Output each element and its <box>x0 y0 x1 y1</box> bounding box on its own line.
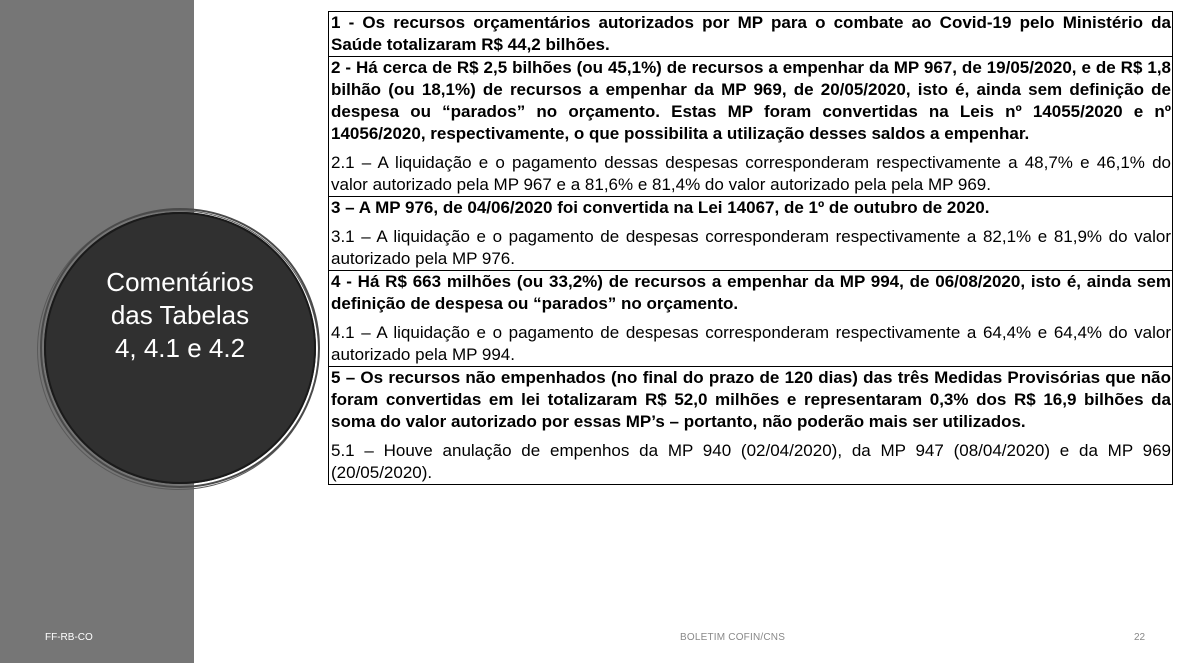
comment-block-1 <box>329 11 1172 56</box>
comment-block-4 <box>329 270 1172 366</box>
comment-2-sub: 2.1 – A liquidação e o pagamento dessas despesas corresponderam respectivamente a 48,7% e 46,1% do valor autorizado pela MP 967 e a 81,6% e 81,4% do valor autorizado pela pela MP 969. <box>331 153 1171 194</box>
comment-3-main: 3 – A MP 976, de 04/06/2020 foi convertida na Lei 14067, de 1º de outubro de 2020. <box>331 198 990 217</box>
comment-4-main: 4 - Há R$ 663 milhões (ou 33,2%) de recursos a empenhar da MP 994, de 06/08/2020, isto é, ainda sem definição de despesa ou “parados” no orçamento. <box>331 272 1171 313</box>
comment-1-main: 1 - Os recursos orçamentários autorizados por MP para o combate ao Covid-19 pelo Ministério da Saúde totalizaram R$ 44,2 bilhões. <box>331 13 1171 54</box>
footer-publication: BOLETIM COFIN/CNS <box>680 632 786 643</box>
comment-5-main: 5 – Os recursos não empenhados (no final do prazo de 120 dias) das três Medidas Provisórias que não foram convertidas em lei totalizaram R$ 52,0 milhões e representaram 0,3% dos R$ 16,9 bilhões da soma do valor autorizado por essas MP’s – portanto, não poderão mais ser utilizados. <box>331 368 1171 431</box>
comment-4-sub: 4.1 – A liquidação e o pagamento de despesas corresponderam respectivamente a 64,4% e 64,4% do valor autorizado pela MP 994. <box>331 323 1171 364</box>
slide-title <box>44 266 316 365</box>
comment-block-2 <box>329 56 1172 196</box>
comment-block-5 <box>329 366 1172 485</box>
page-number: 22 <box>1134 632 1146 643</box>
slide-title-line-1: Comentários <box>106 267 254 297</box>
title-circle <box>44 212 316 484</box>
circle-disc <box>44 212 316 484</box>
comment-3-sub: 3.1 – A liquidação e o pagamento de despesas corresponderam respectivamente a 82,1% e 81,9% do valor autorizado pela MP 976. <box>331 227 1171 268</box>
comment-5-sub: 5.1 – Houve anulação de empenhos da MP 940 (02/04/2020), da MP 947 (08/04/2020) e da MP 969 (20/05/2020). <box>331 441 1171 482</box>
footer-author: FF-RB-CO <box>45 632 93 643</box>
slide-title-line-2: das Tabelas <box>110 300 250 330</box>
comment-block-3 <box>329 196 1172 270</box>
slide-title-line-3: 4, 4.1 e 4.2 <box>114 333 246 363</box>
comment-2-main: 2 - Há cerca de R$ 2,5 bilhões (ou 45,1%) de recursos a empenhar da MP 967, de 19/05/2020, e de R$ 1,8 bilhão (ou 18,1%) de recursos a empenhar da MP 969, de 20/05/2020, isto é, ainda sem definição de despesa ou “parados” no orçamento. Estas MP foram convertidas na Leis nº 14055/2020 e nº 14056/2020, respectivamente, o que possibilita a utilização desses saldos a empenhar. <box>331 58 1171 143</box>
comments-box <box>328 11 1173 485</box>
